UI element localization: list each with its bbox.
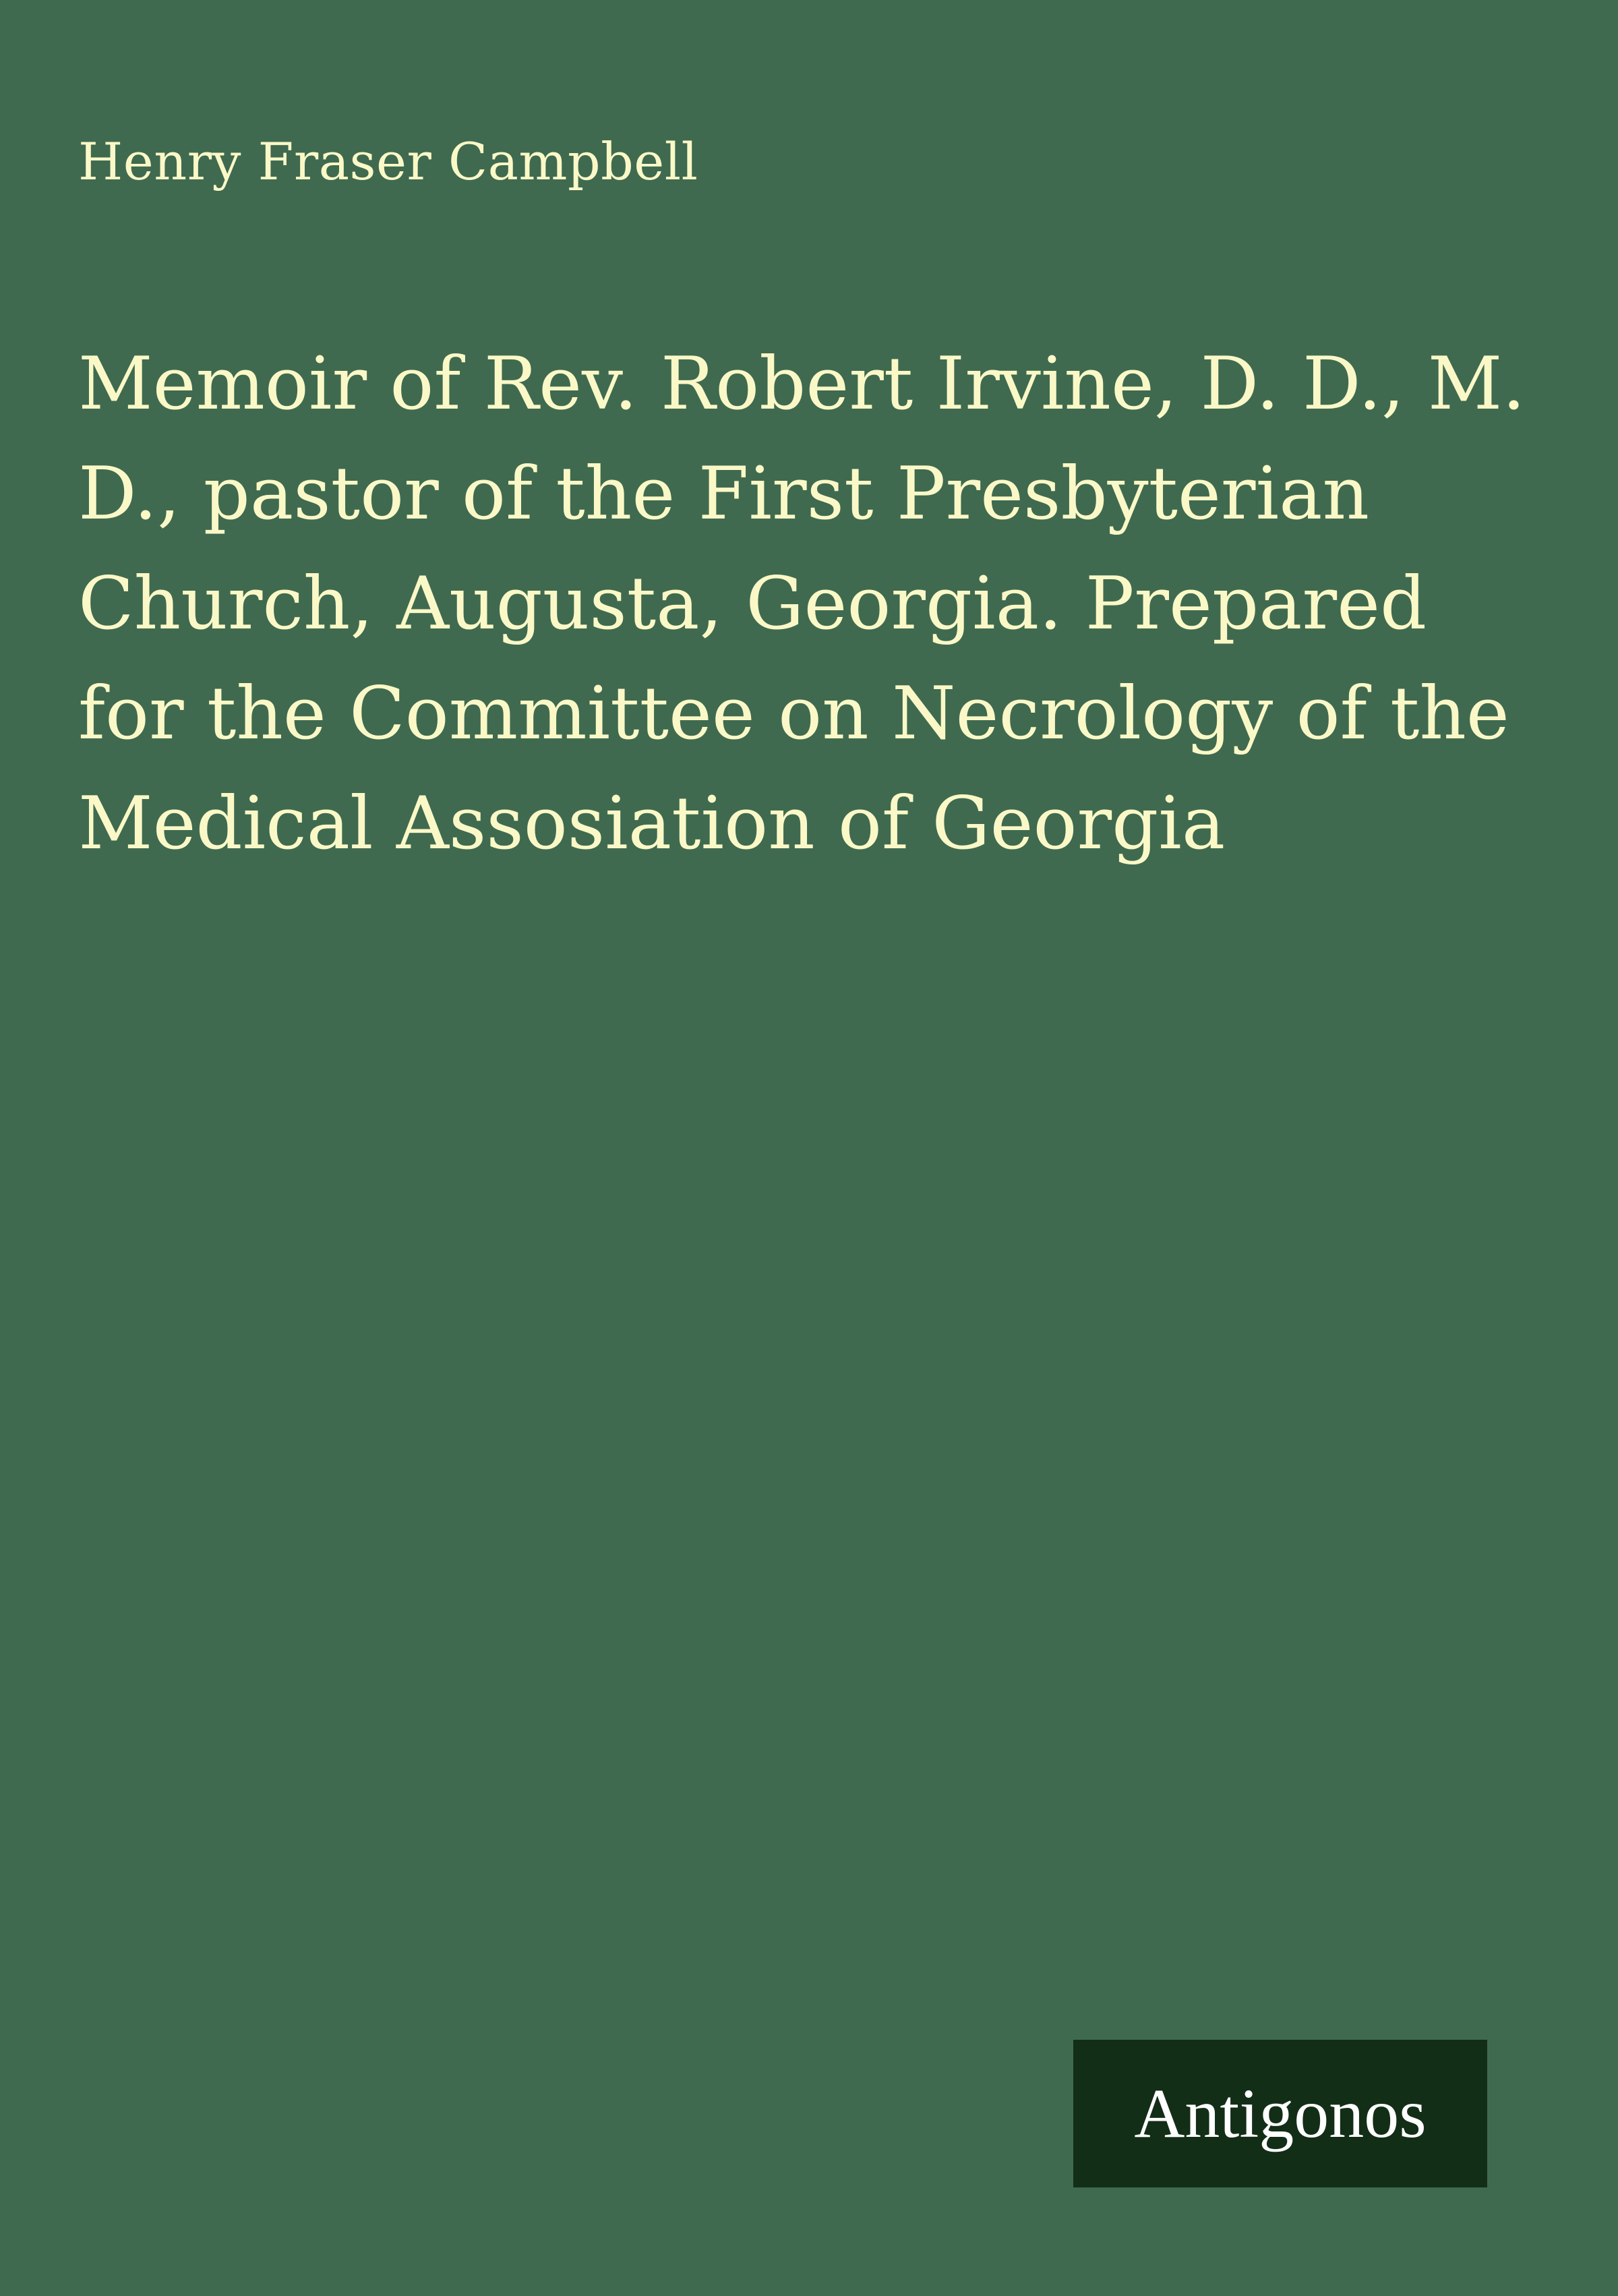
author-name: Henry Fraser Campbell [78, 131, 698, 192]
publisher-name: Antigonos [1134, 2074, 1427, 2152]
book-title: Memoir of Rev. Robert Irvine, D. D., M. D., pastor of the First Presbyterian Church, Augusta, Georgia. Prepared for the Committee on Necrology of the Medical Assosiation of Georgia [78, 342, 1526, 866]
publisher-label [1073, 2040, 1487, 2187]
